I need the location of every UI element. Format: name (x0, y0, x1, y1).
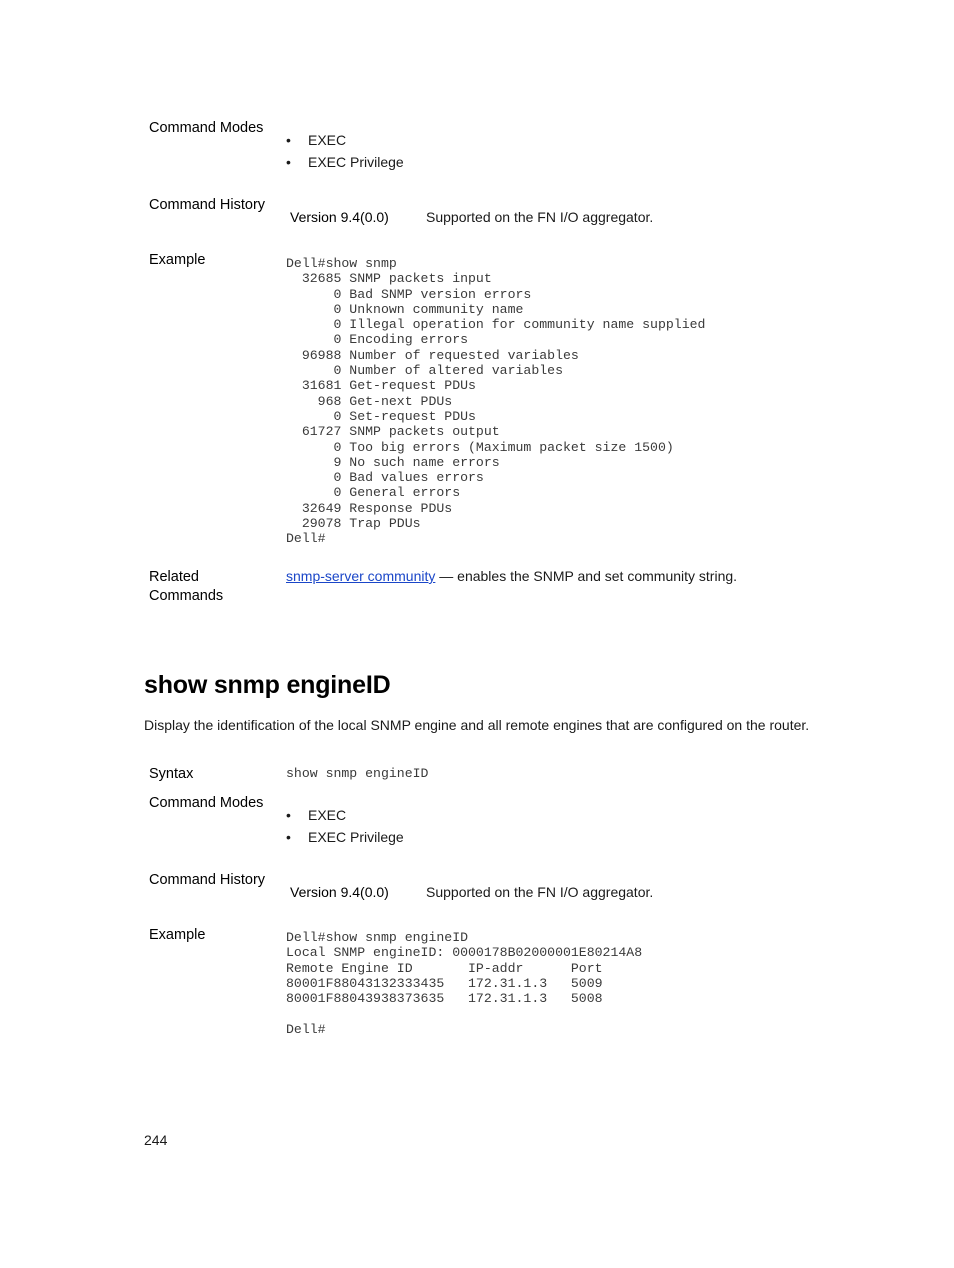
example-code: Dell#show snmp 32685 SNMP packets input 0 Bad SNMP version errors 0 Unknown community name 0 Illegal operation for community name supplied 0 Encoding errors 96988 Number of requested variables 0 Number of altered variables 31681 Get-request PDUs 968 Get-next PDUs 0 Set-request PDUs 61727 SNMP packets output 0 Too big errors (Maximum packet size 1500) 9 No such name errors 0 Bad values errors 0 General errors 32649 Response PDUs 29078 Trap PDUs Dell# (286, 256, 706, 547)
history-description: Supported on the FN I/O aggregator. (426, 209, 654, 225)
list-item: • EXEC (286, 129, 404, 151)
command-modes-label: Command Modes (149, 120, 264, 136)
snmp-server-community-link[interactable]: snmp-server community (286, 568, 436, 584)
example-label: Example (149, 252, 206, 268)
command-modes-list (286, 129, 404, 173)
list-item: • EXEC Privilege (286, 151, 404, 173)
section-description: Display the identification of the local SNMP engine and all remote engines that are configured on the router. (144, 717, 810, 733)
command-modes-label: Command Modes (149, 795, 264, 811)
history-version: Version 9.4(0.0) (290, 884, 389, 900)
related-commands-description: — enables the SNMP and set community string. (435, 568, 738, 584)
page-number: 244 (144, 1132, 168, 1148)
command-history-label: Command History (149, 872, 266, 888)
history-version: Version 9.4(0.0) (290, 209, 389, 225)
syntax-code: show snmp engineID (286, 766, 429, 781)
related-commands-text (286, 568, 737, 585)
syntax-label: Syntax (149, 766, 194, 782)
list-item: • EXEC Privilege (286, 826, 404, 848)
command-history-label: Command History (149, 197, 266, 213)
related-commands-label: Related Commands (149, 569, 224, 604)
section-title: show snmp engineID (144, 671, 391, 699)
example-label: Example (149, 927, 206, 943)
history-description: Supported on the FN I/O aggregator. (426, 884, 654, 900)
list-item: • EXEC (286, 804, 404, 826)
example-code: Dell#show snmp engineID Local SNMP engineID: 0000178B02000001E80214A8 Remote Engine ID IP-addr Port 80001F88043132333435 172.31.1.3 5009 80001F88043938373635 172.31.1.3 5008 Dell# (286, 930, 643, 1037)
command-modes-list (286, 804, 404, 848)
